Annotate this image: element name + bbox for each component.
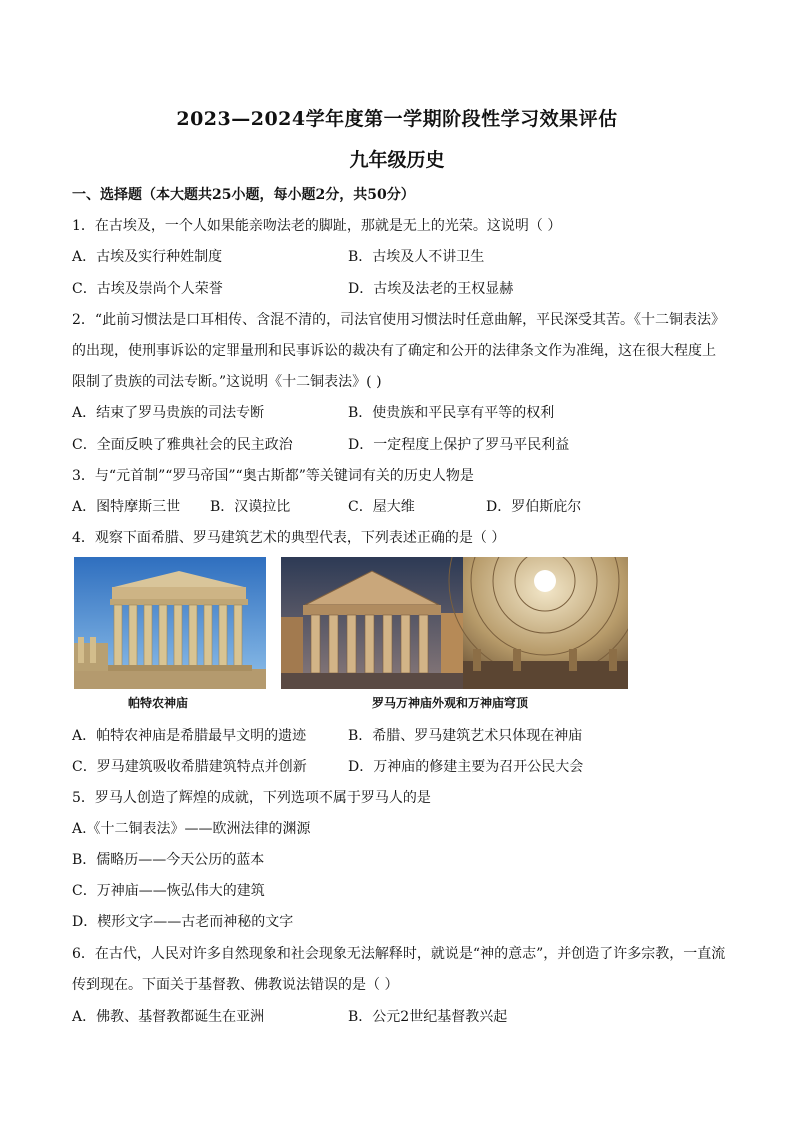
q1-option-c: C．古埃及崇尚个人荣誉 (72, 281, 223, 297)
section-heading: 一、选择题（本大题共25小题，每小题2分，共50分） (72, 187, 415, 203)
q2-stem-line2: 的出现，使刑事诉讼的定罪量刑和民事诉讼的裁决有了确定和公开的法律条文作为准绳，这在很大程度上 (72, 343, 716, 359)
pantheon-caption: 罗马万神庙外观和万神庙穹顶 (372, 696, 529, 710)
q3-stem: 3．与“元首制”“罗马帝国”“奥古斯都”等关键词有关的历史人物是 (72, 468, 474, 484)
q4-option-b: B．希腊、罗马建筑艺术只体现在神庙 (348, 728, 583, 744)
parthenon-caption: 帕特农神庙 (128, 696, 189, 710)
q5-option-a: A.《十二铜表法》——欧洲法律的渊源 (72, 821, 311, 837)
q3-option-a: A．图特摩斯三世 (72, 499, 181, 515)
q2-option-c: C．全面反映了雅典社会的民主政治 (72, 437, 293, 453)
q2-option-b: B．使贵族和平民享有平等的权利 (348, 405, 555, 421)
q2-option-a: A．结束了罗马贵族的司法专断 (72, 405, 265, 421)
q6-option-b: B．公元2世纪基督教兴起 (348, 1009, 508, 1025)
q3-option-c: C．屋大维 (348, 499, 415, 515)
q6-stem-line1: 6．在古代，人民对许多自然现象和社会现象无法解释时，就说是“神的意志”，并创造了许多宗教，一直流 (72, 946, 726, 962)
q6-option-a: A．佛教、基督教都诞生在亚洲 (72, 1009, 265, 1025)
q2-option-d: D．一定程度上保护了罗马平民利益 (348, 437, 570, 453)
q3-option-b: B．汉谟拉比 (210, 499, 291, 515)
q4-option-a: A．帕特农神庙是希腊最早文明的遗迹 (72, 728, 307, 744)
q1-stem: 1．在古埃及，一个人如果能亲吻法老的脚趾，那就是无上的光荣。这说明（ ） (72, 218, 562, 234)
q3-option-d: D．罗伯斯庇尔 (486, 499, 582, 515)
q5-option-d: D．楔形文字——古老而神秘的文字 (72, 914, 294, 930)
q2-stem-line3: 限制了贵族的司法专断。”这说明《十二铜表法》( ) (72, 374, 382, 390)
q5-option-b: B．儒略历——今天公历的蓝本 (72, 852, 265, 868)
pantheon-photo (281, 557, 628, 689)
q2-stem-line1: 2．“此前习惯法是口耳相传、含混不清的，司法官使用习惯法时任意曲解，平民深受其苦。《十二铜表法》 (72, 312, 726, 328)
q4-option-d: D．万神庙的修建主要为召开公民大会 (348, 759, 584, 775)
q5-option-c: C．万神庙——恢弘伟大的建筑 (72, 883, 265, 899)
parthenon-photo (74, 557, 266, 689)
exam-title: 2023—2024学年度第一学期阶段性学习效果评估 (176, 108, 618, 130)
exam-subject: 九年级历史 (349, 149, 445, 171)
q5-stem: 5．罗马人创造了辉煌的成就，下列选项不属于罗马人的是 (72, 790, 431, 806)
q1-option-b: B．古埃及人不讲卫生 (348, 249, 485, 265)
q4-stem: 4．观察下面希腊、罗马建筑艺术的典型代表，下列表述正确的是（ ） (72, 530, 506, 546)
q1-option-d: D．古埃及法老的王权显赫 (348, 281, 514, 297)
q6-stem-line2: 传到现在。下面关于基督教、佛教说法错误的是（ ） (72, 977, 399, 993)
q1-option-a: A．古埃及实行种姓制度 (72, 249, 223, 265)
q4-option-c: C．罗马建筑吸收希腊建筑特点并创新 (72, 759, 307, 775)
